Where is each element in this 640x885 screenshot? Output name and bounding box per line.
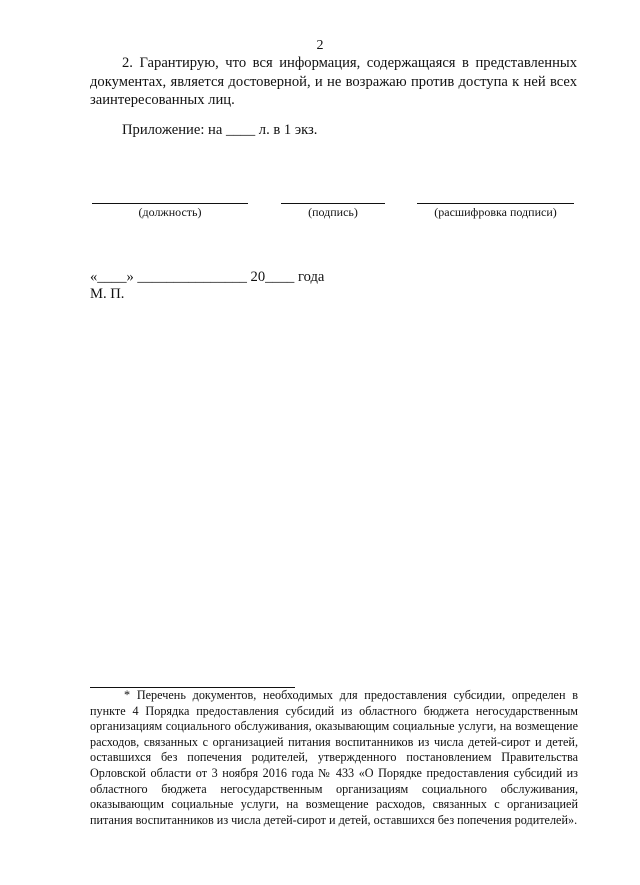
signature-field xyxy=(281,191,385,220)
signature-block xyxy=(0,191,640,231)
stamp-mark: М. П. xyxy=(90,286,125,302)
guarantee-paragraph: 2. Гарантирую, что вся информация, содержащаяся в представленных документах, является достоверной, и не возражаю против доступа к ней всех заинтересованных лиц. xyxy=(90,55,577,108)
position-field xyxy=(92,191,248,220)
position-blank-line xyxy=(92,191,248,204)
position-caption: (должность) xyxy=(138,205,202,219)
page-number: 2 xyxy=(316,38,324,53)
signature-blank-line xyxy=(281,191,385,204)
signature-decoding-field xyxy=(417,191,574,220)
signature-caption: (подпись) xyxy=(308,205,358,219)
attachment-line: Приложение: на ____ л. в 1 экз. xyxy=(122,122,318,138)
footnote: * Перечень документов, необходимых для предоставления субсидии, определен в пункте 4 Порядка предоставления субсидий из областного бюджета негосударственным организациям социального обслуживания, оказывающим социальные услуги, на возмещение расходов, связанных с организацией питания воспитанников из числа детей-сирот и детей, оставшихся без попечения родителей, утвержденного постановлением Правительства Орловской области от 3 ноября 2016 года № 433 «О Порядке предоставления субсидий из областного бюджета негосударственным организациям социального обслуживания, оказывающим социальные услуги, на возмещение расходов, связанных с организацией питания воспитанников из числа детей-сирот и детей, оставшихся без попечения родителей». xyxy=(90,688,578,827)
date-line: «____» _______________ 20____ года xyxy=(90,269,325,285)
decoding-blank-line xyxy=(417,191,574,204)
decoding-caption: (расшифровка подписи) xyxy=(434,205,557,219)
